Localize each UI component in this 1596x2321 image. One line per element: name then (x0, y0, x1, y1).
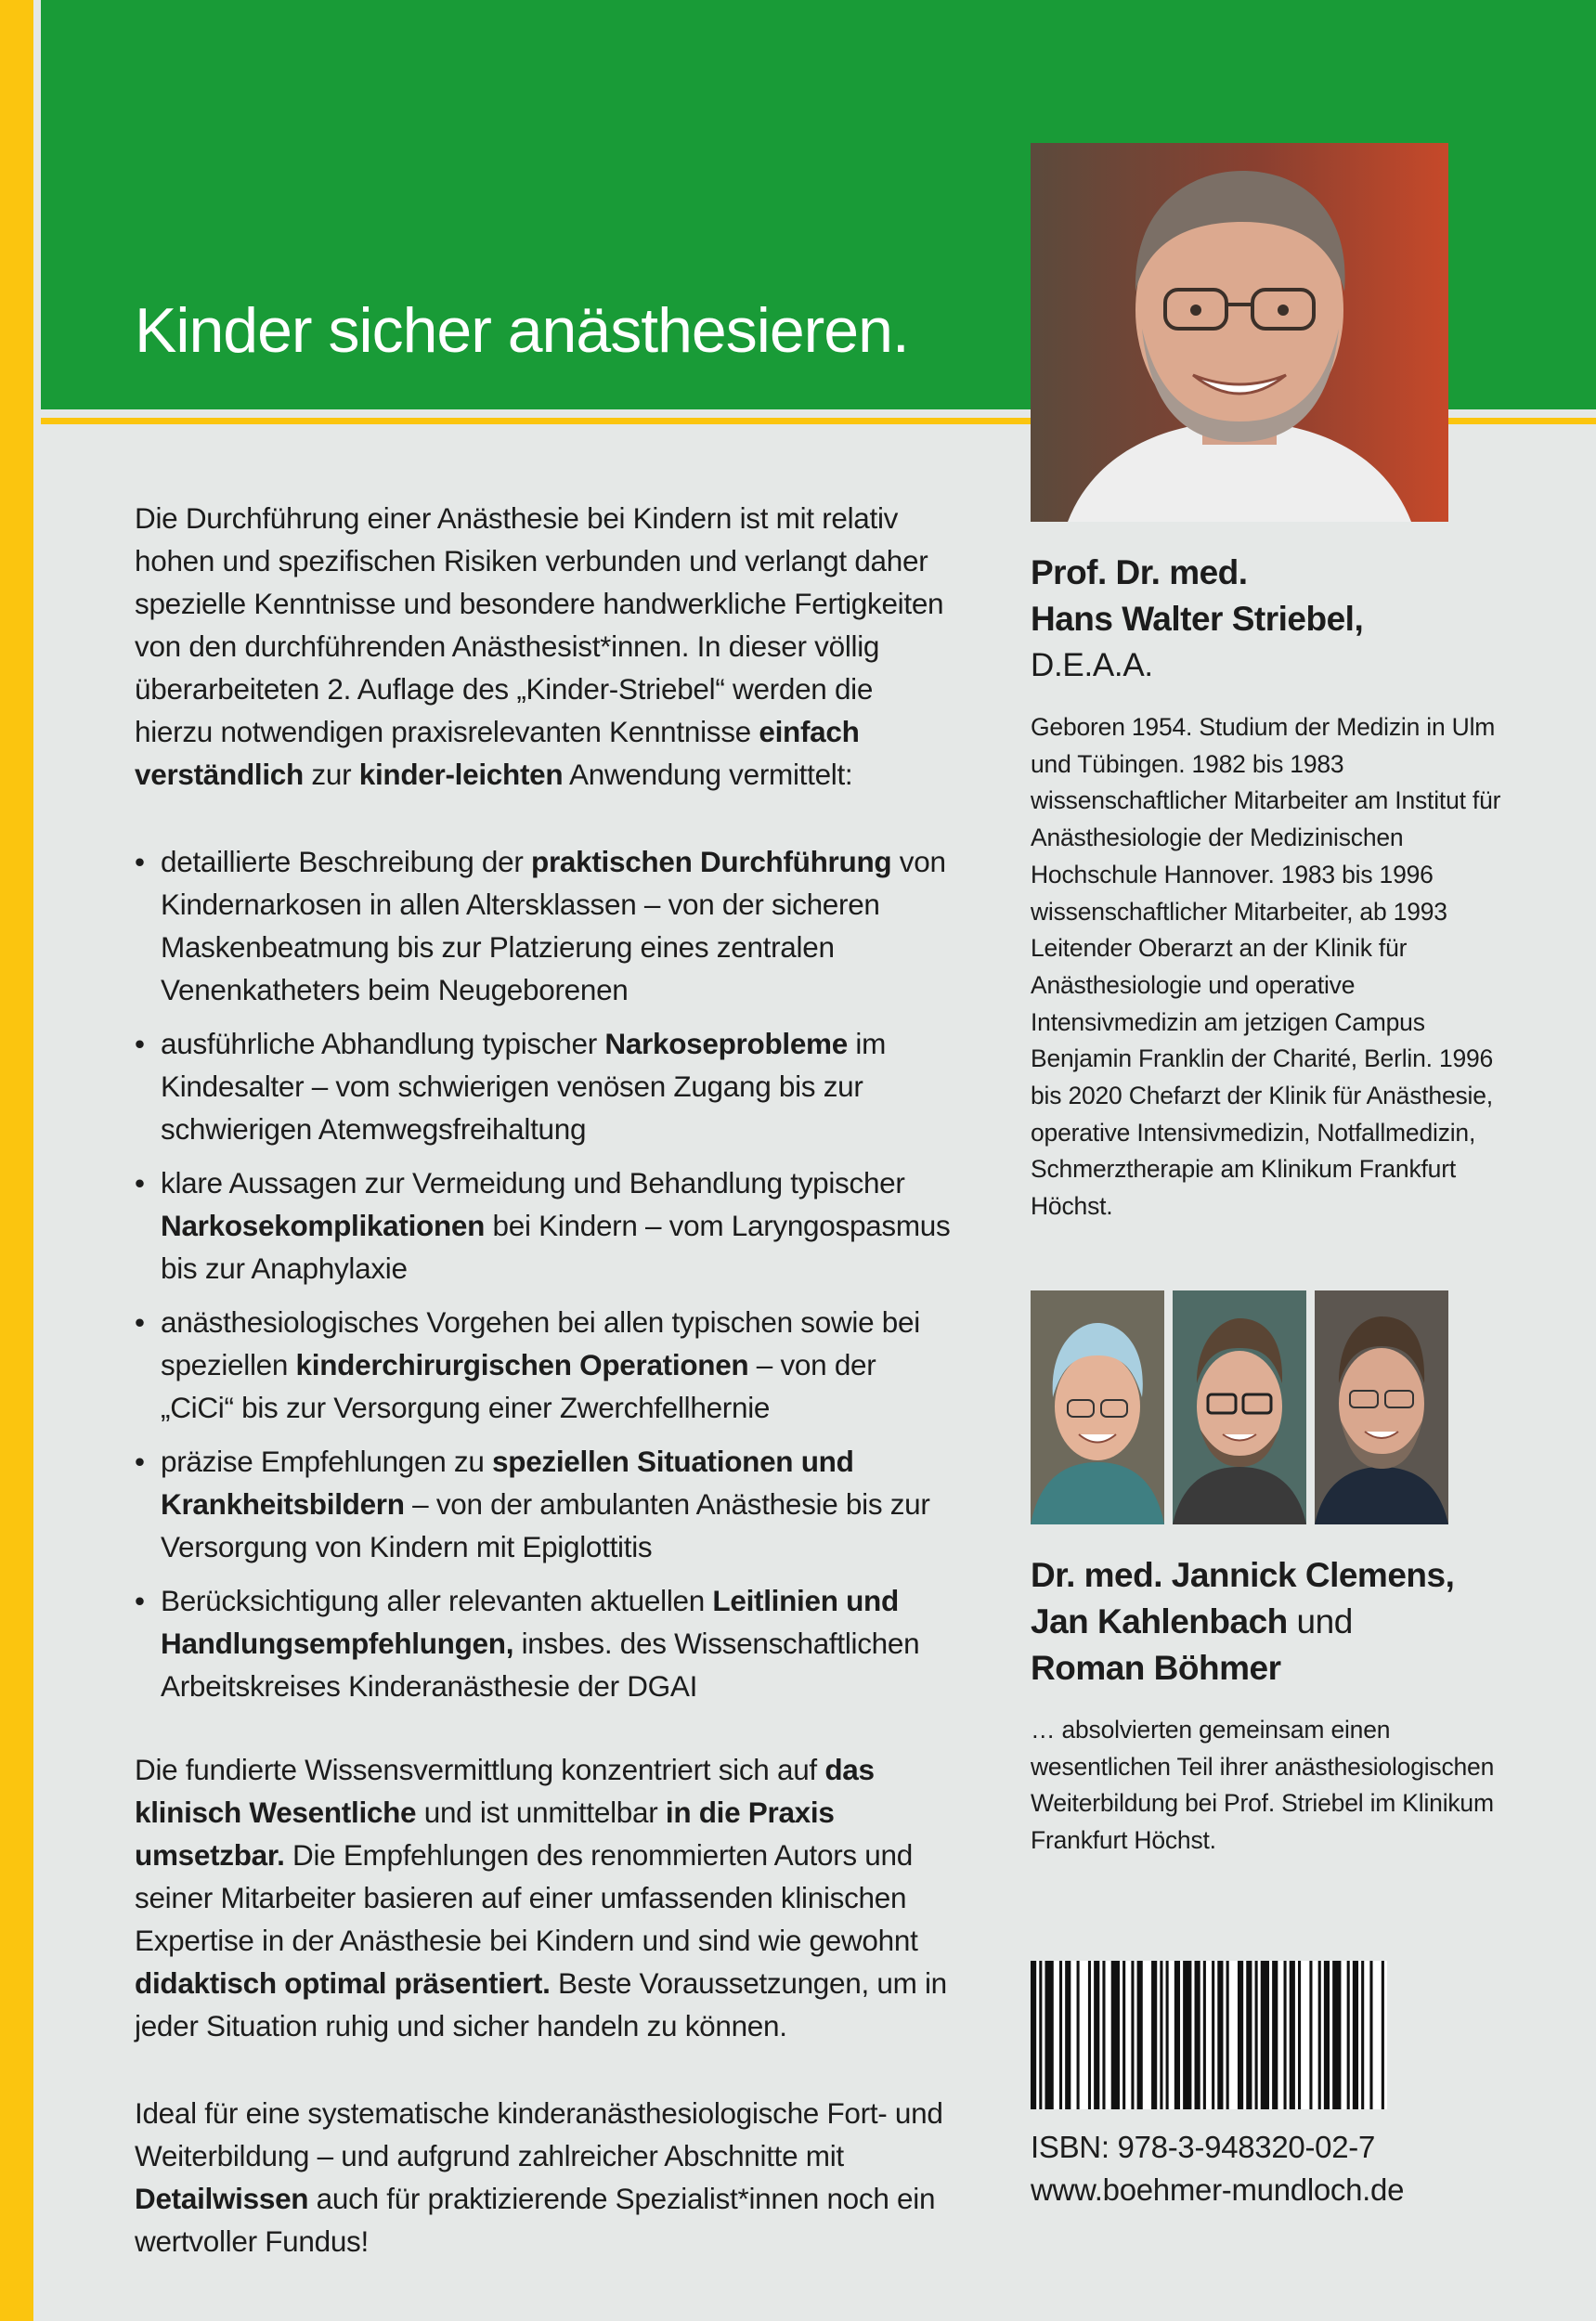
barcode-bar (1324, 1961, 1330, 2109)
barcode-bar (1212, 1961, 1214, 2109)
closing-text: Ideal für eine systematische kinderanästhesiologische Fort- und Weiterbildung – und aufgrund zahlreicher Abschnitte mit (135, 2096, 943, 2172)
barcode-bar (1094, 1961, 1099, 2109)
bullet-item (135, 1022, 952, 1150)
publisher-website: www.boehmer-mundloch.de (1031, 2172, 1405, 2207)
feature-bullet-list (135, 840, 952, 1707)
barcode-bar (1361, 1961, 1364, 2109)
bullet-text: detaillierte Beschreibung der (161, 845, 531, 878)
bullet-dot-icon: • (135, 1445, 145, 1478)
bullet-text: – von der ambulanten Anästhesie bis zur Versorgung von Kindern mit Epiglottitis (161, 1487, 930, 1563)
intro-emphasis: einfach verständlich (135, 715, 860, 791)
bullet-emphasis: speziellen Situationen und Krankheitsbildern (161, 1445, 854, 1521)
barcode-bar (1238, 1961, 1243, 2109)
barcode-bar (1309, 1961, 1312, 2109)
intro-emphasis: kinder-leichten (358, 758, 564, 791)
bullet-text: insbes. des Wissenschaftlichen Arbeitskreises Kinderanästhesie der DGAI (161, 1627, 920, 1703)
bullet-text: ausführliche Abhandlung typischer (161, 1027, 605, 1060)
summary-emphasis: in die Praxis umsetzbar. (135, 1796, 835, 1872)
bullet-emphasis: Leitlinien und Handlungsempfehlungen, (161, 1584, 899, 1660)
closing-text: auch für praktizierende Spezialist*innen noch ein wertvoller Fundus! (135, 2182, 936, 2258)
barcode-bar (1151, 1961, 1157, 2109)
barcode-bar (1077, 1961, 1080, 2109)
barcode-bar (1217, 1961, 1223, 2109)
coauthor-name-3: Roman Böhmer (1031, 1649, 1281, 1687)
bullet-emphasis: Narkosekomplikationen (161, 1209, 486, 1242)
bullet-text: – von der „CiCi“ bis zur Versorgung einer Zwerchfellhernie (161, 1348, 876, 1424)
barcode-bar (1298, 1961, 1301, 2109)
yellow-side-stripe (0, 0, 33, 2321)
bullet-item (135, 1161, 952, 1290)
bullet-dot-icon: • (135, 1166, 145, 1199)
barcode-bar (1255, 1961, 1258, 2109)
coauthor-name-1: Dr. med. Jannick Clemens, (1031, 1556, 1455, 1594)
coauthor-name-2: Jan Kahlenbach (1031, 1602, 1288, 1640)
coauthor-photo-2 (1173, 1290, 1306, 1524)
intro-text: zur (303, 758, 359, 791)
barcode-bar (1290, 1961, 1295, 2109)
barcode-bar (1183, 1961, 1191, 2109)
summary-emphasis: didaktisch optimal präsentiert. (135, 1966, 551, 2000)
barcode-bar (1272, 1961, 1278, 2109)
bullet-item (135, 1579, 952, 1707)
barcode-bar (1203, 1961, 1206, 2109)
bullet-emphasis: Narkoseprobleme (604, 1027, 848, 1060)
author-title: Prof. Dr. med. (1031, 553, 1248, 591)
barcode-bar (1059, 1961, 1062, 2109)
barcode-bar (1347, 1961, 1350, 2109)
bullet-item (135, 840, 952, 1011)
isbn-number: ISBN: 978-3-948320-02-7 (1031, 2130, 1376, 2164)
summary-text: Beste Voraussetzungen, um in jeder Situation ruhig und sicher handeln zu können. (135, 1966, 947, 2042)
bullet-text: anästhesiologisches Vorgehen bei allen typischen sowie bei speziellen (161, 1305, 920, 1381)
bullet-text: von Kindernarkosen in allen Altersklassen – von der sicheren Maskenbeatmung bis zur Platzierung eines zentralen Venenkatheters beim Neugeborenen (161, 845, 946, 1006)
author-bio: Geboren 1954. Studium der Medizin in Ulm und Tübingen. 1982 bis 1983 wissenschaftlicher Mitarbeiter am Institut für Anästhesiologie der Medizinischen Hochschule Hannover. 1983 bis 1996 wissenschaftlicher Mitarbeiter, ab 1993 Leitender Oberarzt an der Klinik für Anästhesiologie und operative Intensivmedizin am jetzigen Campus Benjamin Franklin der Charité, Berlin. 1996 bis 2020 Chefarzt der Klinik für Anästhesie, operative Intensivmedizin, Notfallmedizin, Schmerztherapie am Klinikum Frankfurt Höchst. (1031, 713, 1501, 1221)
author-block (1031, 550, 1513, 1225)
barcode-bar (1332, 1961, 1341, 2109)
bullet-emphasis: praktischen Durchführung (531, 845, 892, 878)
isbn-block (1031, 2126, 1404, 2211)
intro-paragraph (135, 497, 952, 796)
barcode-bar (1160, 1961, 1162, 2109)
barcode-bar (1166, 1961, 1169, 2109)
barcode-bar (1131, 1961, 1134, 2109)
coauthor-photos (1031, 1290, 1448, 1524)
bullet-dot-icon: • (135, 845, 145, 878)
intro-text: Die Durchführung einer Anästhesie bei Kindern ist mit relativ hohen und spezifischen Risiken verbunden und verlangt daher spezielle Kenntnisse und besondere handwerkliche Fertigkeiten von den durchführenden Anästhesist*innen. In dieser völlig überarbeiteten 2. Auflage des „Kinder-Striebel“ werden die hierzu notwendigen praxisrelevanten Kenntnisse (135, 501, 944, 748)
bullet-text: im Kindesalter – vom schwierigen venösen Zugang bis zur schwierigen Atemwegsfreihaltung (161, 1027, 887, 1146)
barcode-bar (1137, 1961, 1143, 2109)
coauthor-line-2 (1031, 1599, 1513, 1645)
bullet-dot-icon: • (135, 1305, 145, 1339)
closing-emphasis: Detailwissen (135, 2182, 309, 2215)
coauthor-bio: … absolvierten gemeinsam einen wesentlichen Teil ihrer anästhesiologischen Weiterbildung bei Prof. Striebel im Klinikum Frankfurt Höchst. (1031, 1716, 1495, 1855)
barcode-bar (1174, 1961, 1180, 2109)
author-portrait (1031, 143, 1448, 522)
bullet-emphasis: kinderchirurgischen Operationen (295, 1348, 749, 1381)
barcode-bar (1111, 1961, 1120, 2109)
barcode-bar (1261, 1961, 1269, 2109)
barcode-bar (1246, 1961, 1252, 2109)
isbn-barcode (1031, 1961, 1387, 2109)
barcode-bar (1045, 1961, 1053, 2109)
author-degree: D.E.A.A. (1031, 647, 1153, 683)
closing-paragraph (135, 2092, 952, 2263)
bullet-text: präzise Empfehlungen zu (161, 1445, 493, 1478)
barcode-bar (1122, 1961, 1125, 2109)
barcode-bar (1065, 1961, 1070, 2109)
summary-text: Die fundierte Wissensvermittlung konzentriert sich auf (135, 1753, 825, 1786)
bullet-text: bei Kindern – vom Laryngospasmus bis zur Anaphylaxie (161, 1209, 951, 1285)
bullet-text: Berücksichtigung aller relevanten aktuellen (161, 1584, 713, 1617)
coauthor-photo-3 (1315, 1290, 1448, 1524)
headline: Kinder sicher anästhesieren. (135, 295, 909, 366)
summary-text: und ist unmittelbar (416, 1796, 666, 1829)
author-name: Hans Walter Striebel, (1031, 600, 1364, 638)
barcode-bar (1039, 1961, 1042, 2109)
barcode-bar (1318, 1961, 1321, 2109)
bullet-text: klare Aussagen zur Vermeidung und Behandlung typischer (161, 1166, 905, 1199)
barcode-bar (1195, 1961, 1200, 2109)
barcode-bar (1102, 1961, 1105, 2109)
barcode-bar (1353, 1961, 1358, 2109)
barcode-bar (1226, 1961, 1229, 2109)
coauthor-joiner: und (1287, 1602, 1353, 1640)
barcode-bar (1369, 1961, 1372, 2109)
barcode-bar (1382, 1961, 1384, 2109)
summary-text: Die Empfehlungen des renommierten Autors und seiner Mitarbeiter basieren auf einer umfassenden klinischen Expertise in der Anästhesie bei Kindern und sind wie gewohnt (135, 1838, 918, 1957)
coauthor-photo-1 (1031, 1290, 1164, 1524)
bullet-item (135, 1440, 952, 1568)
barcode-bar (1031, 1961, 1036, 2109)
barcode-bar (1284, 1961, 1287, 2109)
coauthor-block (1031, 1552, 1513, 1860)
barcode-bar (1088, 1961, 1091, 2109)
summary-emphasis: das klinisch Wesentliche (135, 1753, 875, 1829)
summary-paragraph (135, 1748, 952, 2047)
bullet-dot-icon: • (135, 1584, 145, 1617)
bullet-dot-icon: • (135, 1027, 145, 1060)
bullet-item (135, 1301, 952, 1429)
intro-text: Anwendung vermittelt: (563, 758, 853, 791)
main-text-column (135, 497, 952, 2307)
